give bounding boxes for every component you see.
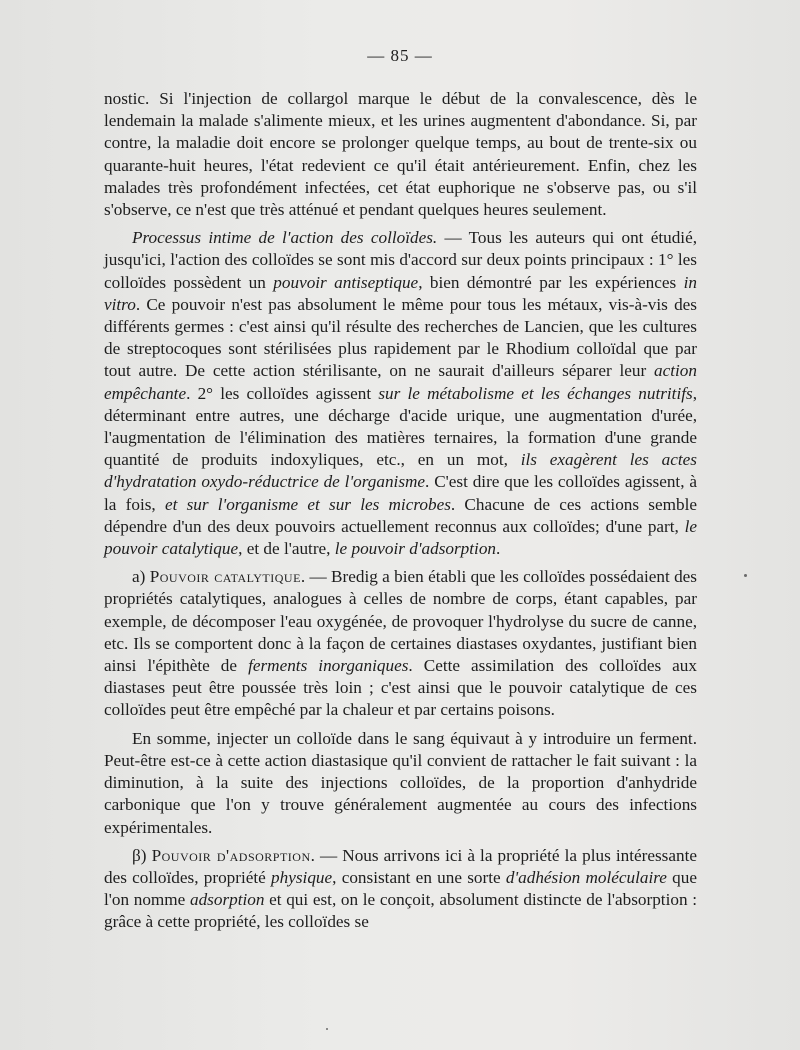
paragraph-pouvoir-catalytique xyxy=(104,566,697,721)
section-heading: Pouvoir d'adsorption xyxy=(151,845,311,865)
text-run: , déterminant entre autres, une décharge d'acide urique, une augmentation d'urée, l'augmentation de l'élimination des matières ternaires, la formation d'une grande quantité de produits indoxyliques, etc., en un mot, xyxy=(104,383,697,470)
text-run: a) xyxy=(132,567,150,587)
text-run: En somme, injecter un colloïde dans le sang équivaut à y introduire un ferment. Peut-être est-ce à cette action diastasique qu'il convient de rattacher le fait suivant : la diminution, à la suite des injections colloïdes, de la proportion d'anhydride carbonique que l'on y trouve généralement augmentée au cours des infections expérimentales. xyxy=(104,728,697,837)
paper-speck xyxy=(326,1028,328,1030)
italic-text: action empêchante xyxy=(104,361,697,403)
paragraph-processus-intime xyxy=(104,227,697,560)
text-run: nostic. Si l'injection de collargol marque le début de la convalescence, dès le lendemain la malade s'alimente mieux, et les urines augmentent d'abondance. Si, par contre, la maladie doit encore se prolonger quelque temps, au bout de trente-six ou quarante-huit heures, l'état redevient ce qu'il était antérieurement. Enfin, chez les malades très profondément infectées, cet état euphorique ne s'observe pas, ou s'il s'observe, ce n'est que très atténué et pendant quelques heures seulement. xyxy=(104,89,697,220)
text-run: . Chacune de ces actions semble dépendre d'un des deux pouvoirs actuellement reconnus aux colloïdes; d'une part, xyxy=(104,494,697,536)
text-run: , bien démontré par les expériences xyxy=(418,272,684,292)
section-heading: Pouvoir catalytique xyxy=(149,567,301,587)
italic-text: d'adhésion moléculaire xyxy=(505,867,667,887)
italic-text: in vitro xyxy=(104,272,698,314)
text-run: . — Nous arrivons ici à la propriété la plus intéressante des colloïdes, propriété xyxy=(104,845,697,887)
page-number: — 85 — xyxy=(367,46,433,65)
italic-text: ils exagèrent les actes d'hydratation oxydo-réductrice de l'organisme xyxy=(104,450,697,492)
italic-text: sur le métabolisme et les échanges nutritifs xyxy=(378,383,693,403)
italic-text: le pouvoir d'adsorption xyxy=(334,539,497,559)
italic-text: adsorption xyxy=(189,890,265,910)
italic-text: pouvoir antiseptique xyxy=(273,272,419,292)
text-run: . C'est dire que les colloïdes agissent, à la fois, xyxy=(104,472,697,514)
text-run: . xyxy=(496,539,501,559)
body-text xyxy=(104,88,697,934)
text-run: , consistant en une sorte xyxy=(332,867,506,887)
text-run: et qui est, on le conçoit, absolument distincte de l'absorption : grâce à cette propriété, les colloïdes se xyxy=(104,890,697,932)
italic-text: ferments inorganiques xyxy=(248,656,409,676)
text-run: — Tous les auteurs qui ont étudié, jusqu'ici, l'action des colloïdes se sont mis d'accord sur deux points principaux : 1° les colloïdes possèdent un xyxy=(104,228,697,292)
paper-speck xyxy=(744,574,747,577)
text-run: β) xyxy=(132,845,152,865)
paragraph-en-somme xyxy=(104,728,697,839)
italic-text: et sur l'organisme et sur les microbes xyxy=(164,494,451,514)
text-run: . Ce pouvoir n'est pas absolument le même pour tous les métaux, vis-à-vis des différents germes : c'est ainsi qu'il résulte des recherches de Lancien, que les cultures de streptocoques sont stérilisées plus rapidement par le Rhodium colloïdal que par tout autre. De cette action stérilisante, on ne saurait d'ailleurs séparer leur xyxy=(104,294,697,381)
text-run: . — Bredig a bien établi que les colloïdes possédaient des propriétés catalytiques, analogues à celles de nombre de corps, étant capables, par exemple, de décomposer l'eau oxygénée, de provoquer l'hydrolyse du sucre de canne, etc. Ils se comportent donc à la façon de certaines diastases oxydantes, justifiant bien ainsi l'épithète de xyxy=(104,567,697,676)
paragraph-pouvoir-adsorption xyxy=(104,845,697,934)
italic-text: Processus intime de l'action des colloïdes. xyxy=(132,228,438,248)
text-run: , et de l'autre, xyxy=(238,539,335,559)
italic-text: le pouvoir catalytique xyxy=(104,516,697,559)
text-run: que l'on nomme xyxy=(104,867,697,910)
text-run: . 2° les colloïdes agissent xyxy=(186,383,379,403)
text-run: . Cette assimilation des colloïdes aux diastases peut être poussée très loin ; c'est ainsi que le pouvoir catalytique de ces colloïdes peut être empêché par la chaleur et par certains poisons. xyxy=(104,656,697,720)
italic-text: physique xyxy=(271,867,333,887)
paragraph-convalescence xyxy=(104,88,697,221)
